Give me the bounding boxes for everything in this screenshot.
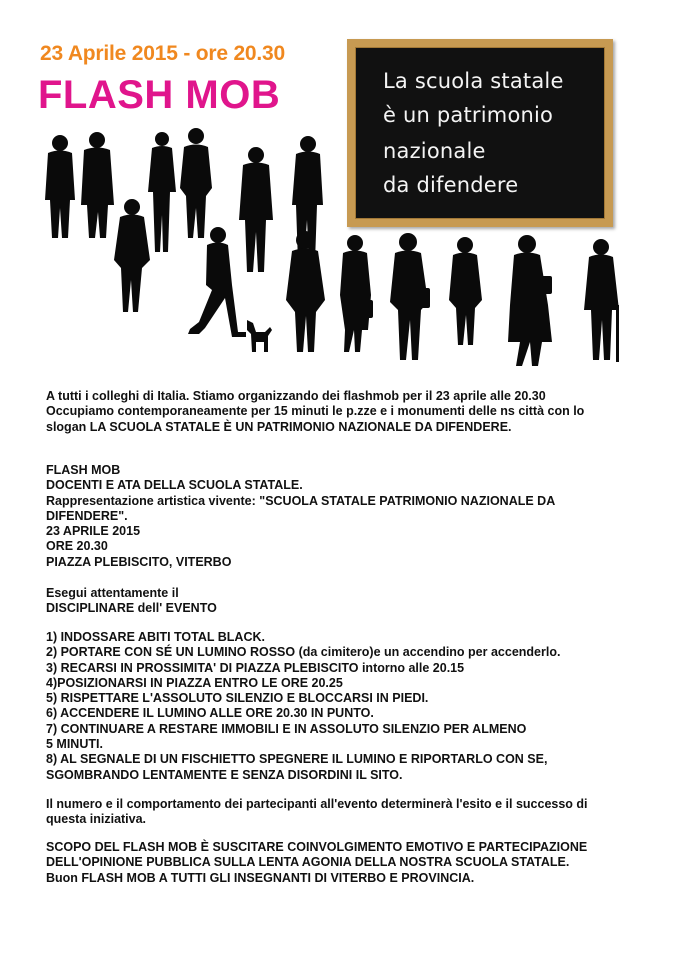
text-line: DELL'OPINIONE PUBBLICA SULLA LENTA AGONIA DELLA NOSTRA SCUOLA STATALE. (46, 855, 570, 870)
text-line: ORE 20.30 (46, 539, 108, 554)
text-line: A tutti i colleghi di Italia. Stiamo organizzando dei flashmob per il 23 aprile alle 20.30 (46, 389, 546, 403)
rule-item: 5) RISPETTARE L'ASSOLUTO SILENZIO E BLOCCARSI IN PIEDI. (46, 691, 429, 706)
silhouette-person (449, 237, 482, 345)
silhouette-person (286, 231, 325, 352)
silhouette-person (508, 235, 552, 366)
text-line: questa iniziativa. (46, 812, 147, 827)
event-date-time: 23 Aprile 2015 - ore 20.30 (40, 42, 286, 65)
text-line: Il numero e il comportamento dei partecipanti all'evento determinerà l'esito e il successo di (46, 797, 588, 811)
text-line: DOCENTI E ATA DELLA SCUOLA STATALE. (46, 478, 303, 493)
dog-icon (247, 320, 272, 352)
crowd-silhouettes-icon (0, 120, 675, 370)
chalkboard-line-3: nazionale (383, 139, 486, 163)
silhouette-person (148, 132, 176, 252)
silhouette-person (390, 233, 430, 360)
chalkboard-line-2: è un patrimonio (383, 103, 554, 127)
intro-paragraph (46, 389, 646, 435)
event-details (46, 463, 646, 570)
text-line: Rappresentazione artistica vivente: "SCUOLA STATALE PATRIMONIO NAZIONALE DA (46, 493, 556, 508)
flyer-title: FLASH MOB (38, 73, 281, 117)
outcome-paragraph (46, 797, 646, 828)
rules-list (46, 630, 646, 783)
text-line: slogan LA SCUOLA STATALE È UN PATRIMONIO NAZIONALE DA DIFENDERE. (46, 419, 512, 434)
text-line: Buon FLASH MOB A TUTTI GLI INSEGNANTI DI VITERBO E PROVINCIA. (46, 870, 475, 885)
silhouette-person (114, 199, 150, 312)
silhouette-person (180, 128, 212, 238)
rule-item: 4)POSIZIONARSI IN PIAZZA ENTRO LE ORE 20.25 (46, 675, 343, 690)
rule-item: SGOMBRANDO LENTAMENTE E SENZA DISORDINI IL SITO. (46, 767, 403, 782)
rule-item: 3) RECARSI IN PROSSIMITA' DI PIAZZA PLEBISCITO intorno alle 20.15 (46, 660, 465, 675)
silhouette-person (340, 235, 373, 352)
rule-item: 2) PORTARE CON SÉ UN LUMINO ROSSO (da cimitero)e un accendino per accenderlo. (46, 645, 561, 660)
rule-item: 6) ACCENDERE IL LUMINO ALLE ORE 20.30 IN PUNTO. (46, 706, 374, 721)
rule-item: 5 MINUTI. (46, 737, 103, 752)
text-line: Occupiamo contemporaneamente per 15 minuti le p.zze e i monumenti delle ns città con lo (46, 404, 585, 419)
silhouette-person (45, 135, 75, 238)
text-line: Esegui attentamente il (46, 586, 179, 600)
silhouette-person-with-cane (584, 239, 619, 362)
text-line: SCOPO DEL FLASH MOB È SUSCITARE COINVOLGIMENTO EMOTIVO E PARTECIPAZIONE (46, 840, 588, 854)
text-line: DIFENDERE". (46, 508, 128, 523)
disciplinare-heading (46, 586, 646, 617)
chalkboard-line-4: da difendere (383, 173, 519, 197)
silhouette-person (239, 147, 273, 272)
rule-item: 7) CONTINUARE A RESTARE IMMOBILI E IN ASSOLUTO SILENZIO PER ALMENO (46, 721, 527, 736)
text-line: PIAZZA PLEBISCITO, VITERBO (46, 554, 232, 569)
text-line: FLASH MOB (46, 463, 121, 477)
rule-item: 8) AL SEGNALE DI UN FISCHIETTO SPEGNERE IL LUMINO E RIPORTARLO CON SE, (46, 752, 548, 767)
silhouette-person (81, 132, 114, 238)
text-line: 23 APRILE 2015 (46, 524, 141, 539)
chalkboard-line-1: La scuola statale (383, 69, 564, 93)
purpose-paragraph (46, 840, 646, 886)
rule-item: 1) INDOSSARE ABITI TOTAL BLACK. (46, 630, 265, 644)
text-line: DISCIPLINARE dell' EVENTO (46, 601, 217, 616)
silhouette-person-walking (188, 227, 246, 337)
